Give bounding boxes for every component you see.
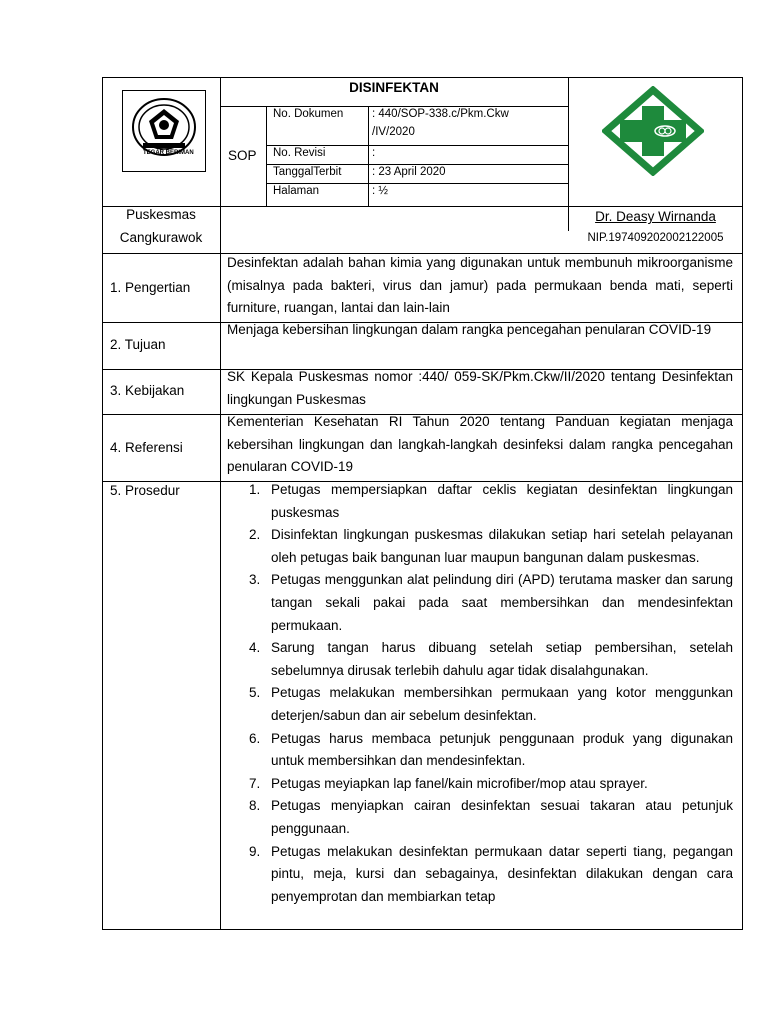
puskesmas-cross-logo-icon [602,86,704,176]
label-tujuan: 2. Tujuan [110,337,166,352]
field-line-1 [266,145,568,146]
text-referensi: Kementerian Kesehatan RI Tahun 2020 tentang Panduan kegiatan menjaga kebersihan lingkungan dan langkah-langkah desinfeksi dalam rangka pencegahan penularan COVID-19 [227,414,733,474]
field-value-revisi: : [372,147,376,159]
text-tujuan: Menjaga kebersihan lingkungan dalam rangka pencegahan penularan COVID-19 [227,322,712,337]
list-item: 7. Petugas meyiapkan lap fanel/kain microfiber/mop atau sprayer. [249,775,648,791]
signer-nip: NIP.197409202002122005 [587,232,724,244]
org-name-line2: Cangkurawok [119,230,203,245]
list-item: 9. Petugas melakukan desinfektan permukaan datar seperti tiang, pegangan pintu, meja, kursi dan sebagainya, desinfektan dilakukan dengan cara penyemprotan dan membiarkan tetap [249,843,733,904]
list-item: 2. Disinfektan lingkungan puskesmas dilakukan setiap hari setelah pelayanan oleh petugas baik bangunan luar maupun bangunan dalam puskesmas. [249,527,733,565]
sop-label: SOP [228,148,257,163]
field-value-tanggal: : 23 April 2020 [372,166,446,178]
field-label-tanggal: TanggalTerbit [273,166,342,178]
list-item: 1. Petugas mempersiapkan daftar ceklis kegiatan desinfektan lingkungan puskesmas [249,482,733,520]
text-pengertian: Desinfektan adalah bahan kimia yang digunakan untuk membunuh mikroorganisme (misalnya pada bakteri, virus dan jamur) pada permukaan benda mati, seperti furniture, ruangan, lantai dan lain-lain [227,255,733,315]
label-pengertian: 1. Pengertian [110,280,191,295]
field-line-3 [266,183,568,184]
field-value-halaman: : ½ [372,185,388,197]
text-kebijakan: SK Kepala Puskesmas nomor :440/ 059-SK/Pkm.Ckw/II/2020 tentang Desinfektan lingkungan Puskesmas [227,369,733,407]
field-value-dokumen-line2: /IV/2020 [372,126,415,138]
logo-caption: TEGAR BERIMAN [143,150,194,156]
document-title: DISINFEKTAN [349,80,439,95]
label-referensi: 4. Referensi [110,440,183,455]
list-item: 5. Petugas melakukan membersihkan permukaan yang kotor menggunkan deterjen/sabun dan air sebelum desinfektan. [249,685,733,723]
label-prosedur: 5. Prosedur [110,483,180,498]
list-item: 3. Petugas menggunkan alat pelindung diri (APD) terutama masker dan sarung tangan sekali pakai pada saat membersihkan dan mendesinfektan permukaan. [249,572,733,633]
list-item: 4. Sarung tangan harus dibuang setelah setiap pembersihan, setelah sebelumnya dirusak terlebih dahulu agar tidak disalahgunakan. [249,640,733,678]
prosedur-steps-clip [227,479,733,929]
field-divider [368,106,369,206]
field-label-revisi: No. Revisi [273,147,326,159]
field-line-2 [266,164,568,165]
title-underline [220,106,568,107]
list-item: 6. Petugas harus membaca petunjuk penggunaan produk yang digunakan untuk membersihkan dan mendesinfektan. [249,730,733,769]
sop-divider [266,106,267,206]
signer-name: Dr. Deasy Wirnanda [595,209,716,224]
col-divider-right [568,77,569,231]
prosedur-steps [227,479,733,908]
field-label-halaman: Halaman [273,185,320,197]
field-value-dokumen: : 440/SOP-338.c/Pkm.Ckw [372,108,509,120]
field-label-dokumen: No. Dokumen [273,108,344,120]
list-item: 8. Petugas menyiapkan cairan desinfektan sesuai takaran atau petunjuk penggunaan. [249,798,733,836]
kota-depok-emblem-icon [122,90,206,172]
col-divider-left [220,77,221,930]
org-name-line1: Puskesmas [126,207,196,222]
label-kebijakan: 3. Kebijakan [110,383,185,398]
